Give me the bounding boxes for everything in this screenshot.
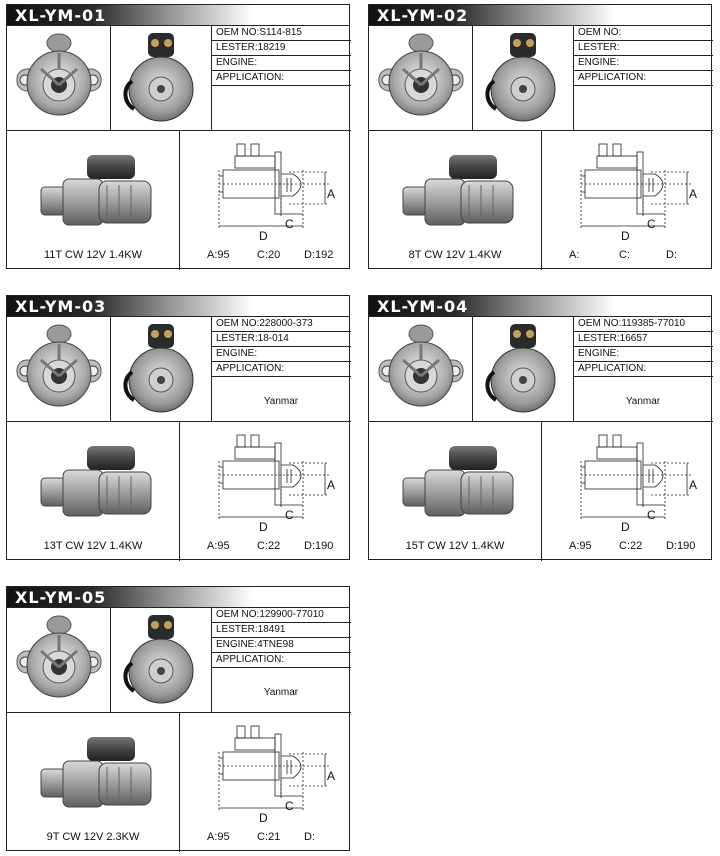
starter-side-view-image xyxy=(27,729,161,817)
starter-front-view-image xyxy=(11,320,107,418)
starter-front-view-image xyxy=(373,29,469,127)
card-title: XL-YM-05 xyxy=(15,588,107,607)
side-view-caption: 9T CW 12V 2.3KW xyxy=(46,831,140,843)
diagram-label-a: A xyxy=(689,478,698,492)
dimension-d: D: xyxy=(666,249,677,261)
diagram-label-d: D xyxy=(621,520,630,534)
side-view-caption: 8T CW 12V 1.4KW xyxy=(408,249,502,261)
card-header xyxy=(7,296,349,317)
starter-rear-view-image xyxy=(114,320,208,418)
diagram-label-d: D xyxy=(259,811,268,825)
starter-rear-view-image xyxy=(114,29,208,127)
starter-rear-view-image xyxy=(476,29,570,127)
diagram-label-a: A xyxy=(327,187,336,201)
card-header xyxy=(369,296,711,317)
card-header xyxy=(7,5,349,26)
divider xyxy=(211,376,351,377)
dimension-c: C:20 xyxy=(257,249,281,261)
diagram-label-c: C xyxy=(285,217,294,231)
diagram-label-c: C xyxy=(647,508,656,522)
application-field: APPLICATION: xyxy=(578,72,647,83)
diagram-label-c: C xyxy=(285,799,294,813)
lester-number: LESTER: xyxy=(578,42,620,53)
dimension-d: D:190 xyxy=(666,540,696,552)
dimension-c: C: xyxy=(619,249,630,261)
product-card xyxy=(6,586,350,851)
side-view-caption: 13T CW 12V 1.4KW xyxy=(43,540,143,552)
starter-rear-view-image xyxy=(476,320,570,418)
dimension-a: A:95 xyxy=(569,540,592,552)
divider xyxy=(110,25,111,130)
oem-number: OEM NO:S114-815 xyxy=(216,27,302,38)
card-title: XL-YM-04 xyxy=(377,297,469,316)
divider xyxy=(573,376,713,377)
diagram-label-d: D xyxy=(259,520,268,534)
lester-number: LESTER:18491 xyxy=(216,624,286,635)
diagram-label-d: D xyxy=(621,229,630,243)
divider xyxy=(573,85,713,86)
side-view-caption: 11T CW 12V 1.4KW xyxy=(43,249,143,261)
product-card xyxy=(368,4,712,269)
oem-number: OEM NO:129900-77010 xyxy=(216,609,324,620)
dimension-c: C:22 xyxy=(619,540,643,552)
card-header xyxy=(7,587,349,608)
card-title: XL-YM-01 xyxy=(15,6,107,25)
engine-field: ENGINE:4TNE98 xyxy=(216,639,294,650)
oem-number: OEM NO:228000-373 xyxy=(216,318,313,329)
lester-number: LESTER:18-014 xyxy=(216,333,289,344)
application-field: APPLICATION: xyxy=(216,363,285,374)
dimension-a: A:95 xyxy=(207,540,230,552)
application-field: APPLICATION: xyxy=(216,72,285,83)
divider xyxy=(211,667,351,668)
starter-side-view-image xyxy=(27,147,161,235)
application-value: Yanmar xyxy=(263,687,299,698)
starter-side-view-image xyxy=(389,147,523,235)
lester-number: LESTER:16657 xyxy=(578,333,648,344)
engine-field: ENGINE: xyxy=(216,348,258,359)
product-card xyxy=(368,295,712,560)
dimension-a: A:95 xyxy=(207,831,230,843)
diagram-label-a: A xyxy=(327,478,336,492)
divider xyxy=(211,85,351,86)
divider xyxy=(110,316,111,421)
divider xyxy=(472,316,473,421)
starter-side-view-image xyxy=(389,438,523,526)
dimension-d: D:190 xyxy=(304,540,334,552)
side-view-caption: 15T CW 12V 1.4KW xyxy=(405,540,505,552)
divider xyxy=(472,25,473,130)
starter-front-view-image xyxy=(373,320,469,418)
diagram-label-d: D xyxy=(259,229,268,243)
application-field: APPLICATION: xyxy=(578,363,647,374)
engine-field: ENGINE: xyxy=(578,57,620,68)
application-value: Yanmar xyxy=(263,396,299,407)
product-card xyxy=(6,4,350,269)
diagram-label-a: A xyxy=(689,187,698,201)
engine-field: ENGINE: xyxy=(578,348,620,359)
dimension-a: A: xyxy=(569,249,580,261)
starter-side-view-image xyxy=(27,438,161,526)
product-card xyxy=(6,295,350,560)
card-title: XL-YM-03 xyxy=(15,297,107,316)
oem-number: OEM NO:119385-77010 xyxy=(578,318,686,329)
dimension-d: D:192 xyxy=(304,249,334,261)
engine-field: ENGINE: xyxy=(216,57,258,68)
diagram-label-c: C xyxy=(647,217,656,231)
dimension-a: A:95 xyxy=(207,249,230,261)
dimension-d: D: xyxy=(304,831,315,843)
divider xyxy=(110,607,111,712)
card-header xyxy=(369,5,711,26)
dimension-c: C:22 xyxy=(257,540,281,552)
oem-number: OEM NO: xyxy=(578,27,622,38)
lester-number: LESTER:18219 xyxy=(216,42,286,53)
card-title: XL-YM-02 xyxy=(377,6,469,25)
diagram-label-c: C xyxy=(285,508,294,522)
starter-front-view-image xyxy=(11,29,107,127)
dimension-c: C:21 xyxy=(257,831,281,843)
application-field: APPLICATION: xyxy=(216,654,285,665)
application-value: Yanmar xyxy=(625,396,661,407)
diagram-label-a: A xyxy=(327,769,336,783)
starter-rear-view-image xyxy=(114,611,208,709)
starter-front-view-image xyxy=(11,611,107,709)
